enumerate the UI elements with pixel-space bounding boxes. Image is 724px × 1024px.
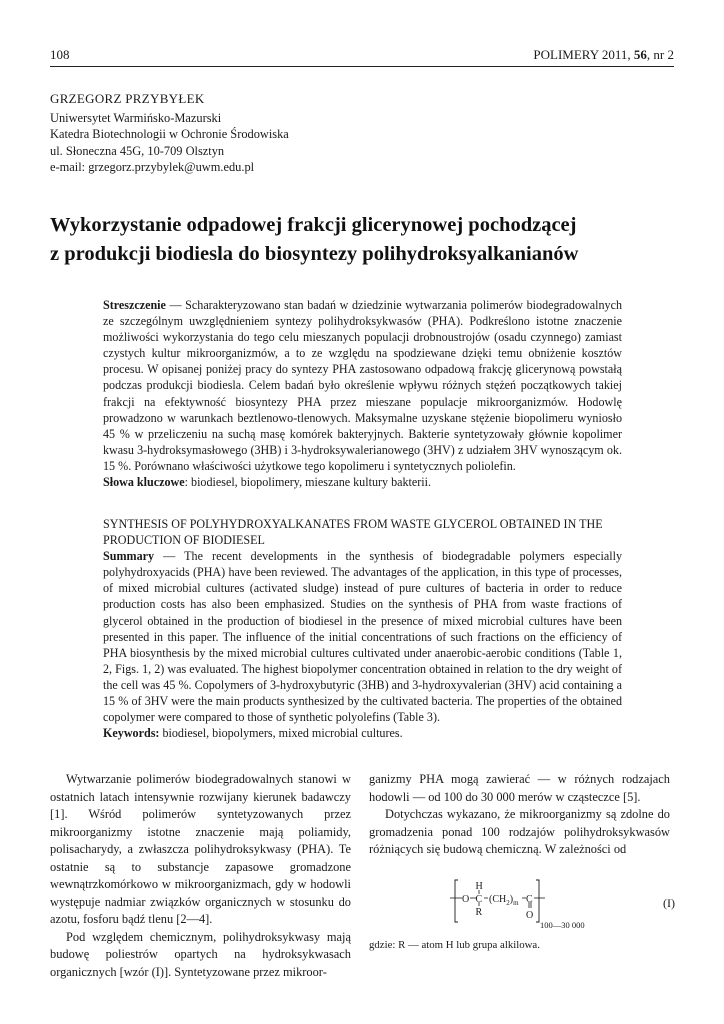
body-column-right bbox=[369, 771, 670, 859]
body-paragraph: ganizmy PHA mogą zawierać — w różnych rodzajach hodowli — od 100 do 30 000 merów w cząsteczce [5]. bbox=[369, 772, 670, 804]
formula-atom: H bbox=[475, 881, 483, 892]
journal-citation bbox=[533, 47, 674, 63]
keywords-text: biodiesel, biopolymers, mixed microbial cultures. bbox=[159, 726, 403, 741]
author-name: GRZEGORZ PRZYBYŁEK bbox=[50, 91, 205, 106]
formula-atom: O bbox=[462, 894, 470, 905]
journal-volume: 56 bbox=[633, 47, 647, 62]
author-block bbox=[50, 91, 450, 176]
formula-label: (I) bbox=[663, 896, 675, 910]
body-column-left bbox=[50, 771, 351, 981]
keywords-pl bbox=[103, 474, 622, 490]
header-divider bbox=[50, 66, 674, 67]
keywords-en bbox=[103, 725, 622, 741]
author-email: e-mail: grzegorz.przybylek@uwm.edu.pl bbox=[50, 160, 255, 174]
journal-name: POLIMERY 2011, bbox=[533, 47, 634, 62]
formula-chain-open: (CH bbox=[489, 894, 507, 905]
formula-subscript-m: m bbox=[513, 899, 519, 907]
english-title-line-1: SYNTHESIS OF POLYHYDROXYALKANATES FROM WASTE GLYCEROL OBTAINED IN THE bbox=[103, 517, 603, 531]
formula-subscript-2: 2 bbox=[506, 899, 510, 907]
formula-atom: C bbox=[475, 894, 483, 905]
keywords-label: Słowa kluczowe bbox=[103, 475, 185, 490]
summary-label: Summary bbox=[103, 549, 155, 564]
formula-atom: O bbox=[526, 910, 534, 921]
body-paragraph: Dotychczas wykazano, że mikroorganizmy są zdolne do gromadzenia ponad 100 rodzajów polihydroksykwasów różniących się budową chemiczną. W zależności od bbox=[369, 807, 670, 856]
formula-bracket-left bbox=[455, 880, 458, 922]
summary-text: — The recent developments in the synthesis of biodegradable polymers especially polyhydroxyacids (PHA) have been reviewed. The advantages of the application, in this type of processes, of mixed microbial cultures (activated sludge) instead of pure cultures of bacteria in order to reduce production costs has also been emphasized. Studies on the synthesis of PHA from waste fractions of glycerol obtained in the production of biodiesel in the presence of mixed microbial cultures have been presented in this paper. The influence of the initial concentrations of such fractions on the efficiency of PHA biosynthesis by the mixed microbial cultures cultivated under anaerobic-aerobic conditions (Table 1, 2, Figs. 1, 2) was evaluated. The highest biopolymer concentration obtained in relation to the dry weight of the cell was 45 %. Copolymers of 3-hydroxybutyric (3HB) and 3-hydroxyvalerian (3HV) acid containing a 15 % of 3HV were the main products synthesized by the cultivated bacteria. The properties of the obtained copolymer were compared to those of synthetic polyolefins (Table 3). bbox=[103, 549, 622, 725]
keywords-text: : biodiesel, biopolimery, mieszane kultury bakterii. bbox=[184, 475, 432, 490]
article-title bbox=[50, 211, 674, 269]
journal-issue: , nr 2 bbox=[646, 47, 674, 62]
running-header bbox=[50, 47, 674, 63]
formula-repeat-subscript: 100—30 000 bbox=[540, 920, 585, 930]
abstract-label: Streszczenie bbox=[103, 298, 166, 312]
formula-chain-close: ) bbox=[509, 894, 514, 905]
page-number: 108 bbox=[50, 47, 70, 62]
title-line-2: z produkcji biodiesla do biosyntezy polihydroksyalkanianów bbox=[50, 243, 579, 265]
abstract-english bbox=[103, 516, 622, 741]
formula-atom: R bbox=[475, 907, 483, 918]
abstract-text: — Scharakteryzowano stan badań w dziedzinie wytwarzania polimerów biodegradowalnych ze szczególnym uwzględnieniem syntezy polihydroksykwasów (PHA). Podkreślono istotne znaczenie możliwości wykorzystania do tego celu mieszanych populacji drobnoustrojów (osadu czynnego) zamiast czystych kultur mikroorganizmów, a to ze względu na spodziewane dzięki temu obniżenie kosztów procesu. W opisanej poniżej pracy do syntezy PHA zastosowano odpadową frakcję glicerynową powstałą podczas produkcji biodiesla. Celem badań było określenie wpływu różnych stężeń początkowych takiej frakcji na efektywność biosyntezy PHA przez mieszane populacje mikroorganizmów. Hodowlę prowadzono w warunkach beztlenowo-tlenowych. Maksymalne uzyskane stężenie biopolimeru wyniosło 45 % w przeliczeniu na suchą masę komórek bakteryjnych. Bakterie syntetyzowały głównie kopolimer kwasu 3-hydroksymasłowego (3HB) i 3-hydroksywalerianowego (3HV) z udziałem 3HV wynoszącym ok. 15 %. Porównano właściwości użytkowe tego kopolimeru i syntetycznych poliolefin. bbox=[103, 298, 622, 473]
formula-chain bbox=[489, 894, 519, 907]
body-paragraph: Wytwarzanie polimerów biodegradowalnych stanowi w ostatnich latach intensywnie rozwijany kierunek badawczy [1]. Wśród polimerów syntetyzowanych przez mikroorganizmy istotne znaczenie mają poliamidy, polisacharydy, a zwłaszcza polihydroksykwasy (PHA). Te ostatnie są to substancje zapasowe gromadzone wewnątrzkomórkowo w mikroorganizmach, gdy w hodowli występuje nadmiar związków organicznych w stosunku do azotu, fosforu bądź tlenu [2—4]. bbox=[50, 772, 351, 926]
abstract-polish bbox=[103, 297, 622, 490]
affiliation-line: ul. Słoneczna 45G, 10-709 Olsztyn bbox=[50, 143, 225, 158]
english-title-line-2: PRODUCTION OF BIODIESEL bbox=[103, 533, 265, 548]
formula-bracket-right bbox=[536, 880, 539, 922]
affiliation-line: Katedra Biotechnologii w Ochronie Środowiska bbox=[50, 127, 289, 141]
body-paragraph: Pod względem chemicznym, polihydroksykwasy mają budowę poliestrów opartych na hydroksykwasach organicznych [wzór (I)]. Syntetyzowane przez mikroor- bbox=[50, 929, 351, 979]
affiliation-line: Uniwersytet Warmińsko-Mazurski bbox=[50, 110, 222, 125]
title-line-1: Wykorzystanie odpadowej frakcji glicerynowej pochodzącej bbox=[50, 214, 577, 236]
formula-atom: C bbox=[526, 894, 533, 905]
chemical-formula bbox=[450, 878, 610, 930]
formula-caption: gdzie: R — atom H lub grupa alkilowa. bbox=[369, 939, 540, 951]
keywords-label: Keywords: bbox=[103, 726, 160, 741]
